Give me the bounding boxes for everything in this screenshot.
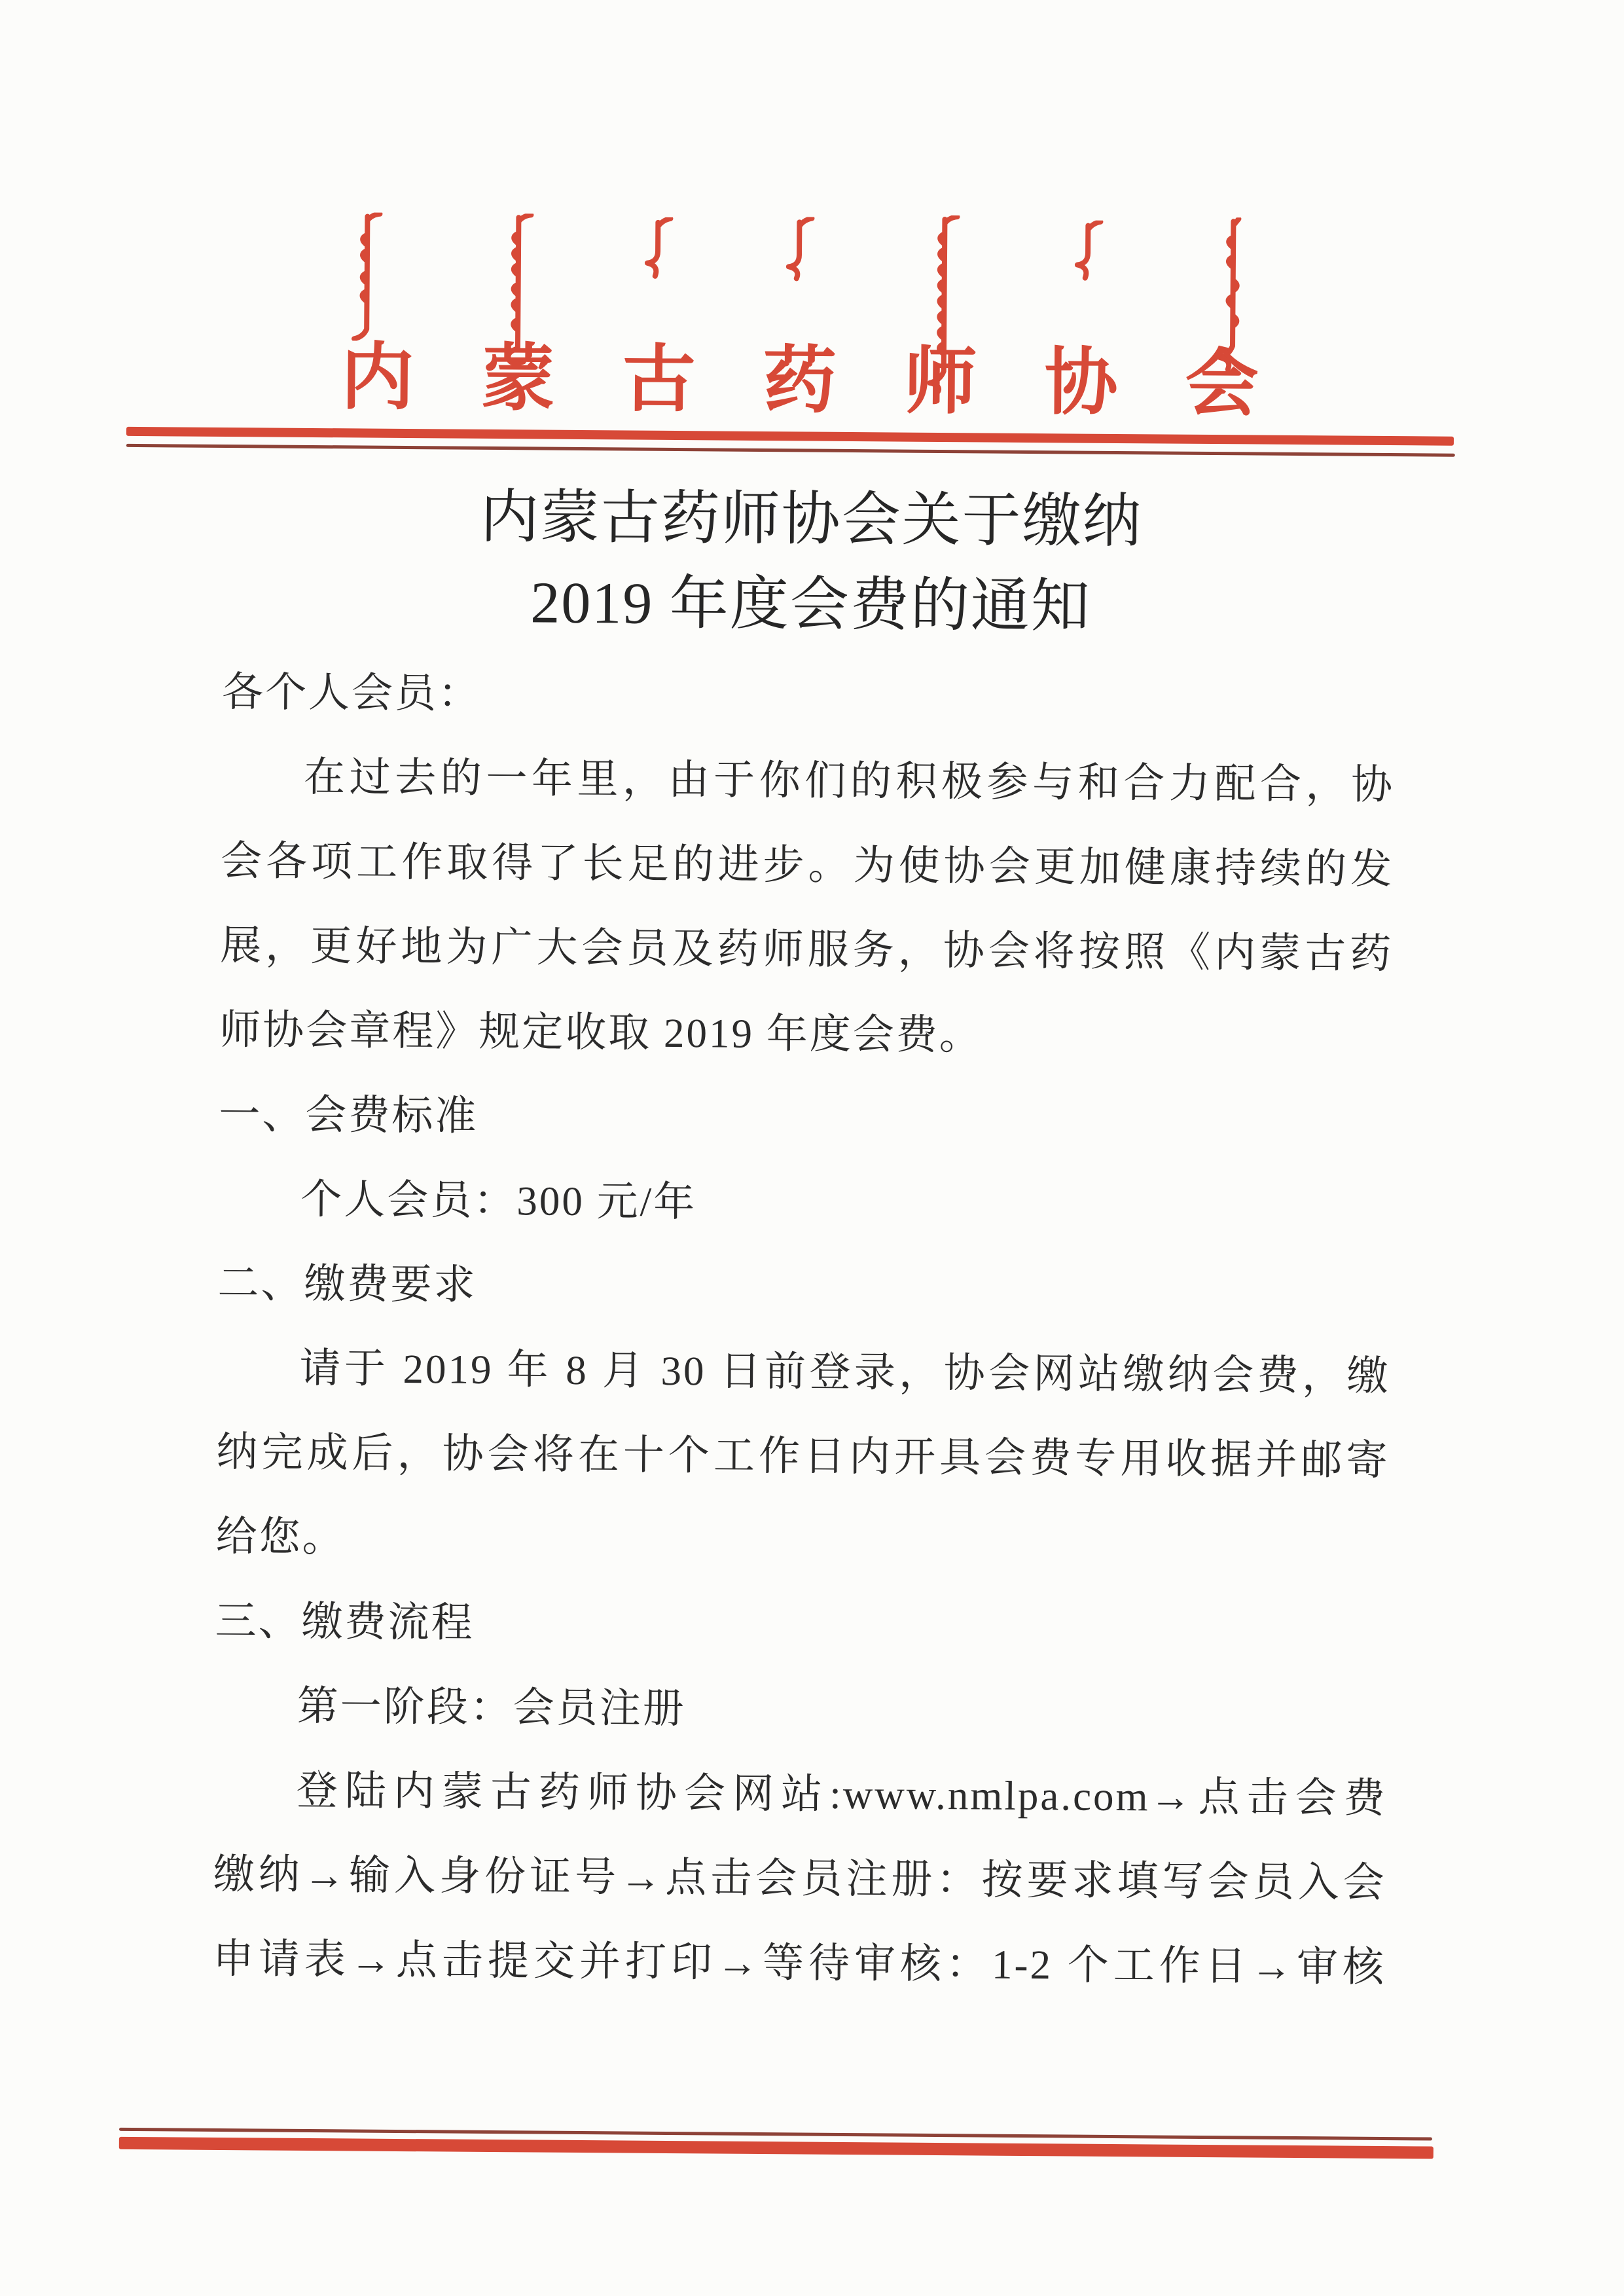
body-line: 个人会员：300 元/年 bbox=[300, 1176, 697, 1226]
mongolian-script-column bbox=[638, 217, 680, 280]
body-line: 会各项工作取得了长足的进步。为使协会更加健康持续的发 bbox=[220, 837, 1394, 893]
org-name-char: 药 bbox=[763, 340, 837, 422]
notice-title-line2: 2019 年度会费的通知 bbox=[530, 570, 1092, 640]
body-line: 申请表→点击提交并打印→等待审核：1-2 个工作日→审核 bbox=[212, 1935, 1386, 1991]
mongolian-script-column bbox=[779, 217, 821, 282]
org-name-char: 会 bbox=[1185, 343, 1259, 426]
body-text bbox=[212, 650, 1395, 2010]
body-line: 在过去的一年里，由于你们的积极参与和合力配合，协 bbox=[303, 754, 1395, 809]
body-line: 展，更好地为广大会员及药师服务，协会将按照《内蒙古药 bbox=[220, 922, 1394, 977]
salutation: 各个人会员： bbox=[221, 668, 482, 717]
org-name-char: 古 bbox=[622, 339, 696, 422]
org-name bbox=[340, 338, 1259, 430]
body-line: 登陆内蒙古药师协会网站:www.nmlpa.com→点击会费 bbox=[296, 1767, 1388, 1822]
org-name-char: 蒙 bbox=[481, 338, 556, 420]
body-line: 师协会章程》规定收取 2019 年度会费。 bbox=[219, 1006, 983, 1059]
body-line: 缴纳→输入身份证号→点击会员注册：按要求填写会员入会 bbox=[213, 1851, 1387, 1906]
mongolian-script-column bbox=[1068, 220, 1110, 282]
body-line: 给您。 bbox=[215, 1513, 346, 1561]
footer-rule-thick bbox=[119, 2137, 1434, 2159]
body-line: 请于 2019 年 8 月 30 日前登录，协会网站缴纳会费，缴 bbox=[299, 1345, 1390, 1400]
org-name-char: 内 bbox=[340, 337, 415, 420]
body-line: 第一阶段：会员注册 bbox=[297, 1683, 686, 1732]
org-name-char: 师 bbox=[903, 341, 978, 424]
body-line: 纳完成后，协会将在十个工作日内开具会费专用收据并邮寄 bbox=[216, 1429, 1390, 1484]
section-heading: 二、缴费要求 bbox=[217, 1260, 477, 1308]
org-name-char: 协 bbox=[1044, 342, 1119, 424]
notice-title-line1: 内蒙古药师协会关于缴纳 bbox=[480, 484, 1143, 555]
header-rule-thin bbox=[126, 444, 1455, 457]
section-heading: 一、会费标准 bbox=[219, 1091, 478, 1139]
mongolian-script-column bbox=[345, 212, 388, 340]
section-heading: 三、缴费流程 bbox=[215, 1597, 475, 1646]
